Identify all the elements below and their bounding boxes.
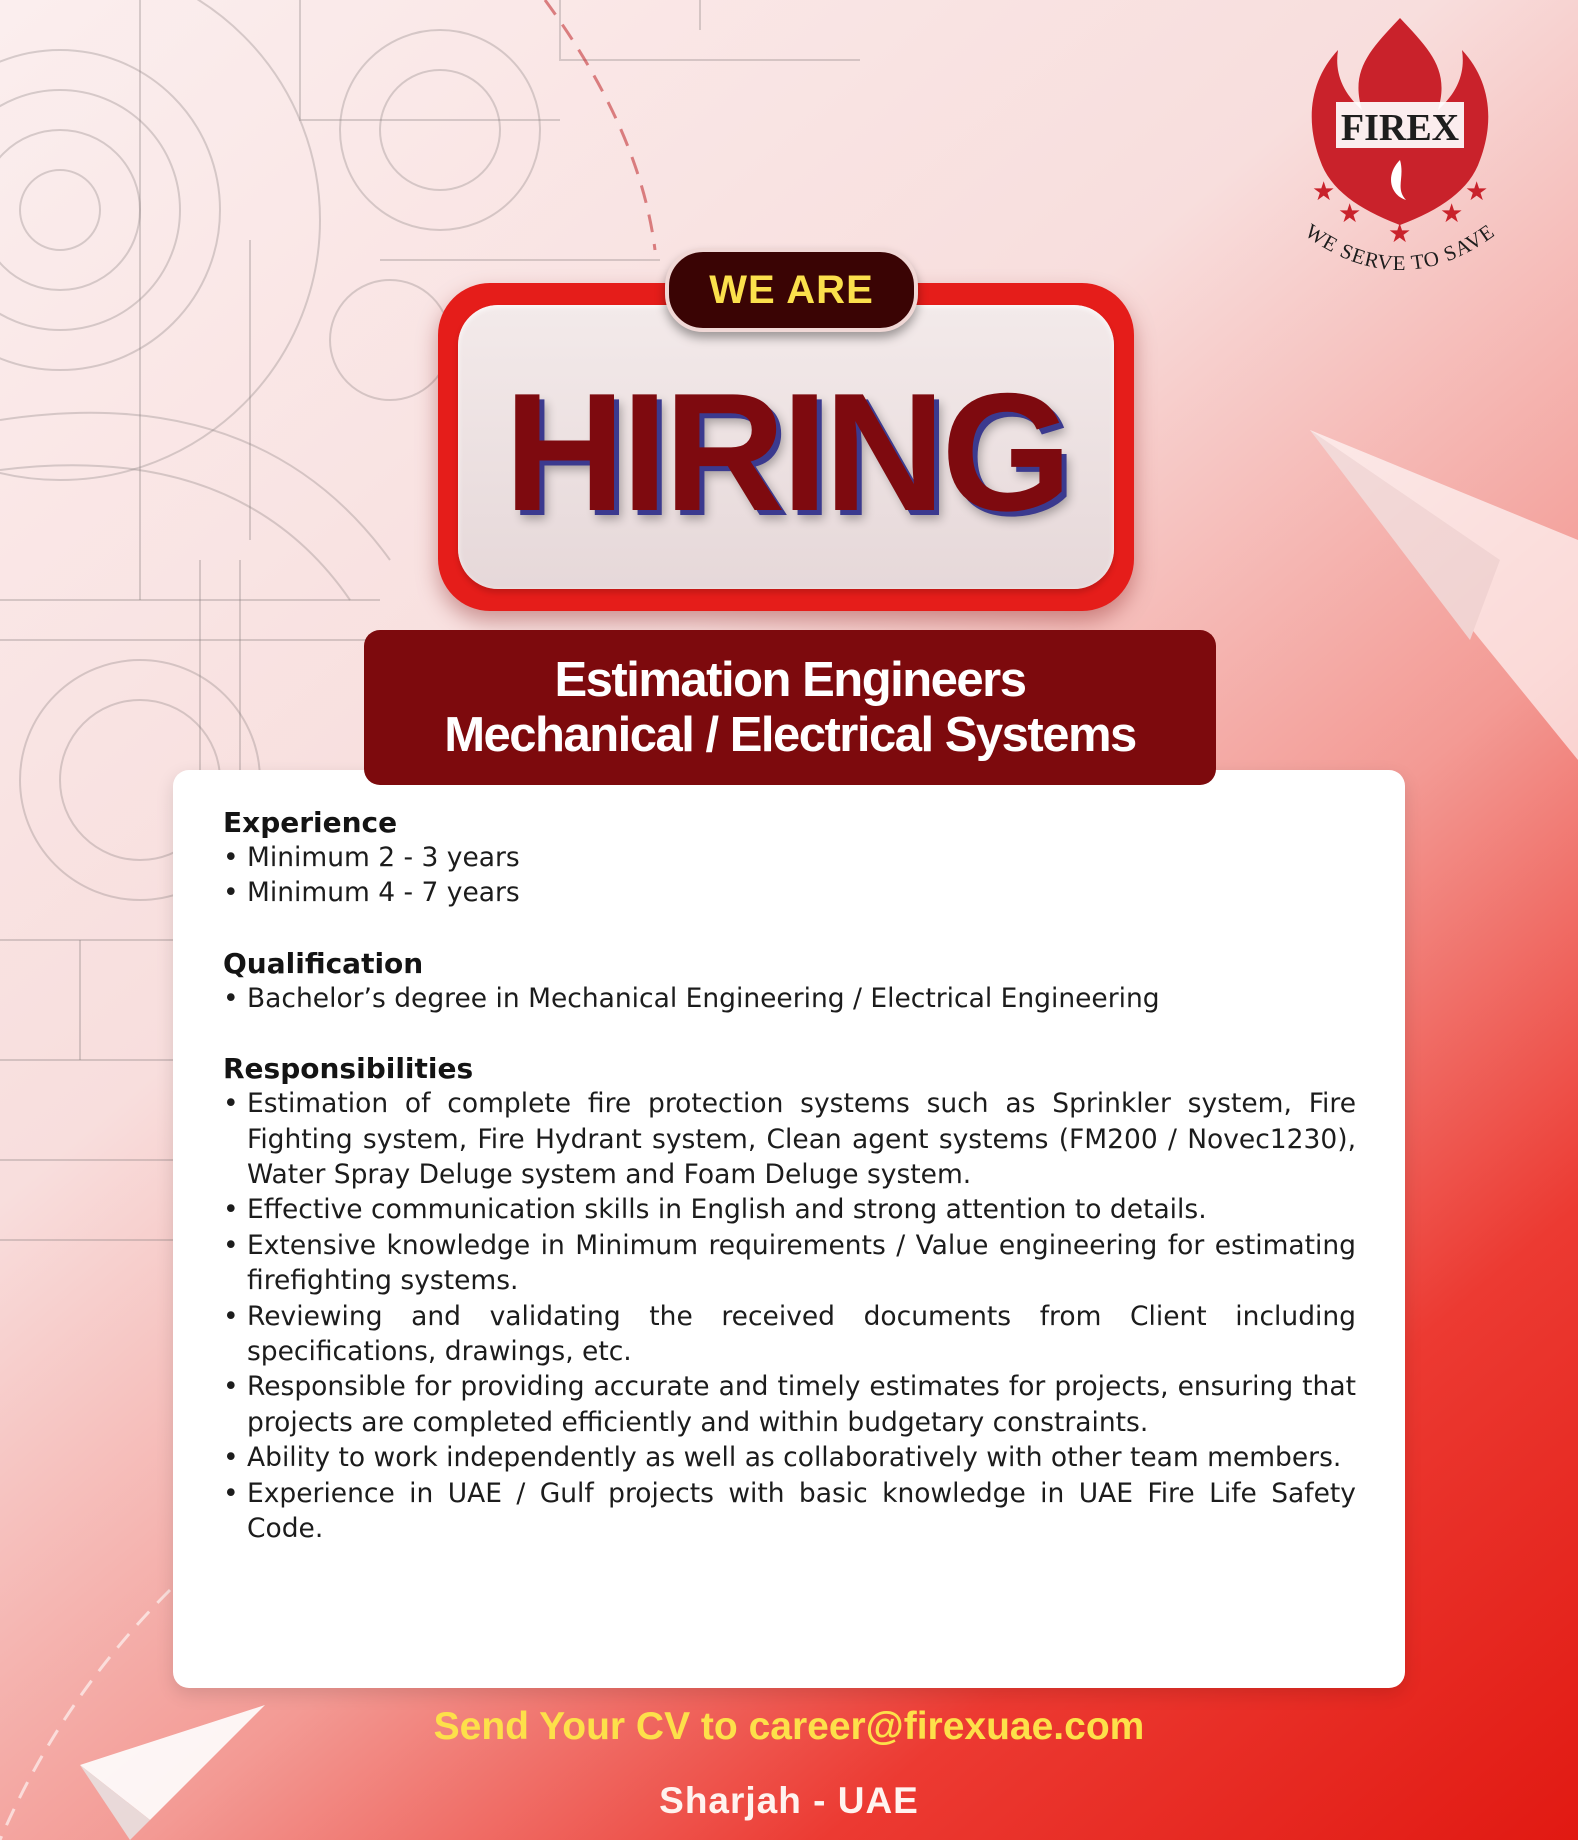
experience-section bbox=[223, 806, 1356, 911]
experience-list bbox=[223, 840, 1356, 911]
svg-text:★: ★ bbox=[1388, 219, 1412, 249]
svg-text:★: ★ bbox=[1338, 199, 1362, 229]
responsibilities-heading: Responsibilities bbox=[223, 1052, 474, 1086]
list-item: • Minimum 2 - 3 years bbox=[223, 842, 520, 873]
list-item: • Reviewing and validating the received documents from Client including specifications, drawings, etc. bbox=[223, 1300, 1356, 1368]
svg-text:★: ★ bbox=[1465, 177, 1489, 207]
responsibilities-section bbox=[223, 1052, 1356, 1546]
qualification-section bbox=[223, 947, 1356, 1016]
list-item: • Effective communication skills in English and strong attention to details. bbox=[223, 1194, 1207, 1226]
job-details-card bbox=[173, 770, 1405, 1688]
svg-text:★: ★ bbox=[1440, 199, 1464, 229]
position-title-line1: Estimation Engineers bbox=[554, 652, 1026, 707]
svg-text:WE SERVE TO SAVE: WE SERVE TO SAVE bbox=[1300, 218, 1500, 276]
we-are-text: WE ARE bbox=[709, 267, 874, 312]
list-item: • Minimum 4 - 7 years bbox=[223, 877, 520, 909]
qualification-list bbox=[223, 981, 1356, 1016]
hiring-panel bbox=[438, 283, 1134, 611]
position-title-banner bbox=[364, 630, 1216, 785]
svg-text:FIREX: FIREX bbox=[1340, 107, 1460, 149]
experience-heading: Experience bbox=[223, 806, 398, 839]
flame-shield-icon bbox=[1290, 10, 1510, 300]
send-cv-email[interactable]: Send Your CV to career@firexuae.com bbox=[433, 1705, 1145, 1748]
list-item: • Ability to work independently as well as collaboratively with other team members. bbox=[223, 1442, 1342, 1474]
responsibilities-list bbox=[223, 1086, 1356, 1546]
we-are-badge bbox=[665, 248, 918, 332]
list-item: • Experience in UAE / Gulf projects with basic knowledge in UAE Fire Life Safety Code. bbox=[223, 1477, 1356, 1545]
svg-text:★: ★ bbox=[1312, 177, 1336, 207]
list-item: • Extensive knowledge in Minimum requirements / Value engineering for estimating firefighting systems. bbox=[223, 1229, 1356, 1297]
hiring-text: HIRING bbox=[504, 358, 1068, 546]
list-item: • Bachelor’s degree in Mechanical Engineering / Electrical Engineering bbox=[223, 982, 1160, 1014]
qualification-heading: Qualification bbox=[223, 946, 424, 980]
list-item: • Responsible for providing accurate and timely estimates for projects, ensuring that projects are completed efficiently and within budgetary constraints. bbox=[223, 1371, 1356, 1438]
position-title-line2: Mechanical / Electrical Systems bbox=[444, 707, 1136, 762]
firex-logo bbox=[1290, 10, 1510, 300]
location-text: Sharjah - UAE bbox=[659, 1780, 919, 1821]
list-item: • Estimation of complete fire protection systems such as Sprinkler system, Fire Fighting system, Fire Hydrant system, Clean agent systems (FM200 / Novec1230), Water Spray Deluge system and Foam Deluge system. bbox=[223, 1088, 1356, 1191]
hiring-inner bbox=[458, 305, 1114, 589]
